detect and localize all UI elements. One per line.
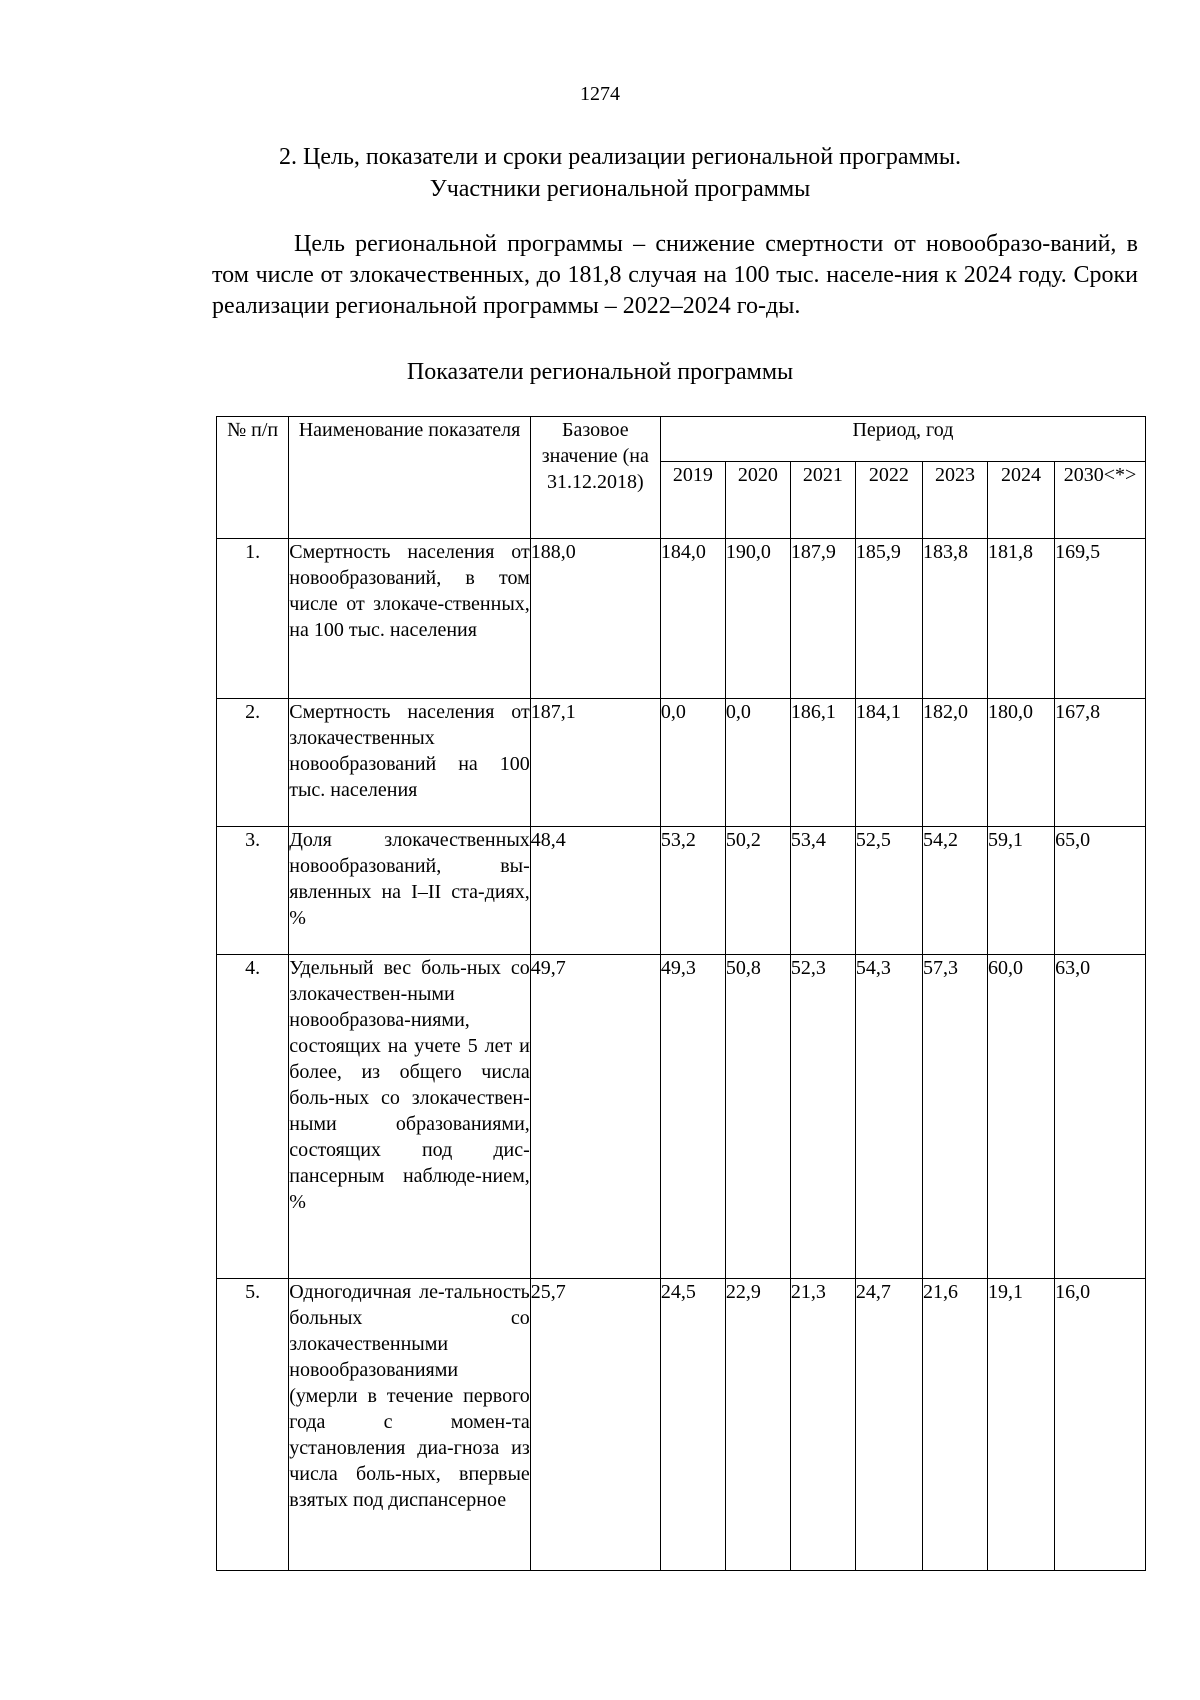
header-year: 2022 [855, 462, 922, 539]
year-value: 50,2 [725, 827, 790, 955]
year-value: 180,0 [987, 699, 1054, 827]
year-value: 52,5 [855, 827, 922, 955]
table-caption: Показатели региональной программы [406, 359, 794, 385]
header-year: 2024 [987, 462, 1054, 539]
year-value: 52,3 [790, 955, 855, 1279]
year-value: 169,5 [1055, 539, 1146, 699]
section-heading-line-1: 2. Цель, показатели и сроки реализации региональной программы. [279, 144, 961, 170]
year-value: 16,0 [1055, 1279, 1146, 1571]
indicators-table [216, 416, 1146, 1571]
year-value: 53,4 [790, 827, 855, 955]
year-value: 186,1 [790, 699, 855, 827]
year-value: 185,9 [855, 539, 922, 699]
table-row [217, 827, 1146, 955]
header-year: 2023 [922, 462, 987, 539]
year-value: 0,0 [725, 699, 790, 827]
year-value: 182,0 [922, 699, 987, 827]
year-value: 59,1 [987, 827, 1054, 955]
year-value: 24,5 [660, 1279, 725, 1571]
year-value: 63,0 [1055, 955, 1146, 1279]
row-number: 5. [217, 1279, 289, 1571]
base-value: 188,0 [530, 539, 660, 699]
goal-paragraph: Цель региональной программы – снижение смертности от новообразо-ваний, в том числе от злокачественных, до 181,8 случая на 100 тыс. населе-ния к 2024 году. Сроки реализации региональной программы – 2022–2024 го-ды. [212, 231, 1138, 319]
year-value: 24,7 [855, 1279, 922, 1571]
base-value: 25,7 [530, 1279, 660, 1571]
row-number: 1. [217, 539, 289, 699]
year-value: 187,9 [790, 539, 855, 699]
header-period: Период, год [660, 417, 1145, 462]
base-value: 48,4 [530, 827, 660, 955]
year-value: 21,6 [922, 1279, 987, 1571]
header-year: 2020 [725, 462, 790, 539]
table-row [217, 955, 1146, 1279]
year-value: 53,2 [660, 827, 725, 955]
table-row [217, 1279, 1146, 1571]
table-row [217, 699, 1146, 827]
year-value: 184,1 [855, 699, 922, 827]
year-value: 167,8 [1055, 699, 1146, 827]
section-heading-line-2: Участники региональной программы [429, 176, 811, 202]
header-num: № п/п [217, 417, 289, 539]
indicator-name: Одногодичная ле-тальность больных со злокачественными новообразованиями (умерли в течение первого года с момен-та установления диа-гноза из числа боль-ных, впервые взятых под диспансерное [289, 1279, 531, 1571]
year-value: 19,1 [987, 1279, 1054, 1571]
year-value: 22,9 [725, 1279, 790, 1571]
year-value: 54,2 [922, 827, 987, 955]
base-value: 49,7 [530, 955, 660, 1279]
year-value: 54,3 [855, 955, 922, 1279]
row-number: 4. [217, 955, 289, 1279]
year-value: 183,8 [922, 539, 987, 699]
header-year: 2019 [660, 462, 725, 539]
table-header-row [217, 417, 1146, 462]
year-value: 0,0 [660, 699, 725, 827]
year-value: 50,8 [725, 955, 790, 1279]
row-number: 2. [217, 699, 289, 827]
year-value: 184,0 [660, 539, 725, 699]
page-number: 1274 [580, 83, 620, 105]
header-base: Базовое значение (на 31.12.2018) [530, 417, 660, 539]
base-value: 187,1 [530, 699, 660, 827]
year-value: 65,0 [1055, 827, 1146, 955]
section-heading [140, 141, 1100, 205]
year-value: 190,0 [725, 539, 790, 699]
table-row [217, 539, 1146, 699]
indicator-name: Смертность населения от злокачественных новообразований на 100 тыс. населения [289, 699, 531, 827]
indicator-name: Доля злокачественных новообразований, вы-явленных на I–II ста-диях, % [289, 827, 531, 955]
header-name: Наименование показателя [289, 417, 531, 539]
year-value: 21,3 [790, 1279, 855, 1571]
year-value: 49,3 [660, 955, 725, 1279]
indicator-name: Смертность населения от новообразований, в том числе от злокаче-ственных, на 100 тыс. населения [289, 539, 531, 699]
row-number: 3. [217, 827, 289, 955]
year-value: 181,8 [987, 539, 1054, 699]
year-value: 57,3 [922, 955, 987, 1279]
header-year: 2030<*> [1055, 462, 1146, 539]
header-year: 2021 [790, 462, 855, 539]
year-value: 60,0 [987, 955, 1054, 1279]
indicator-name: Удельный вес боль-ных со злокачествен-ными новообразова-ниями, состоящих на учете 5 лет и более, из общего числа боль-ных со злокачествен-ными образованиями, состоящих под дис-пансерным наблюде-нием, % [289, 955, 531, 1279]
